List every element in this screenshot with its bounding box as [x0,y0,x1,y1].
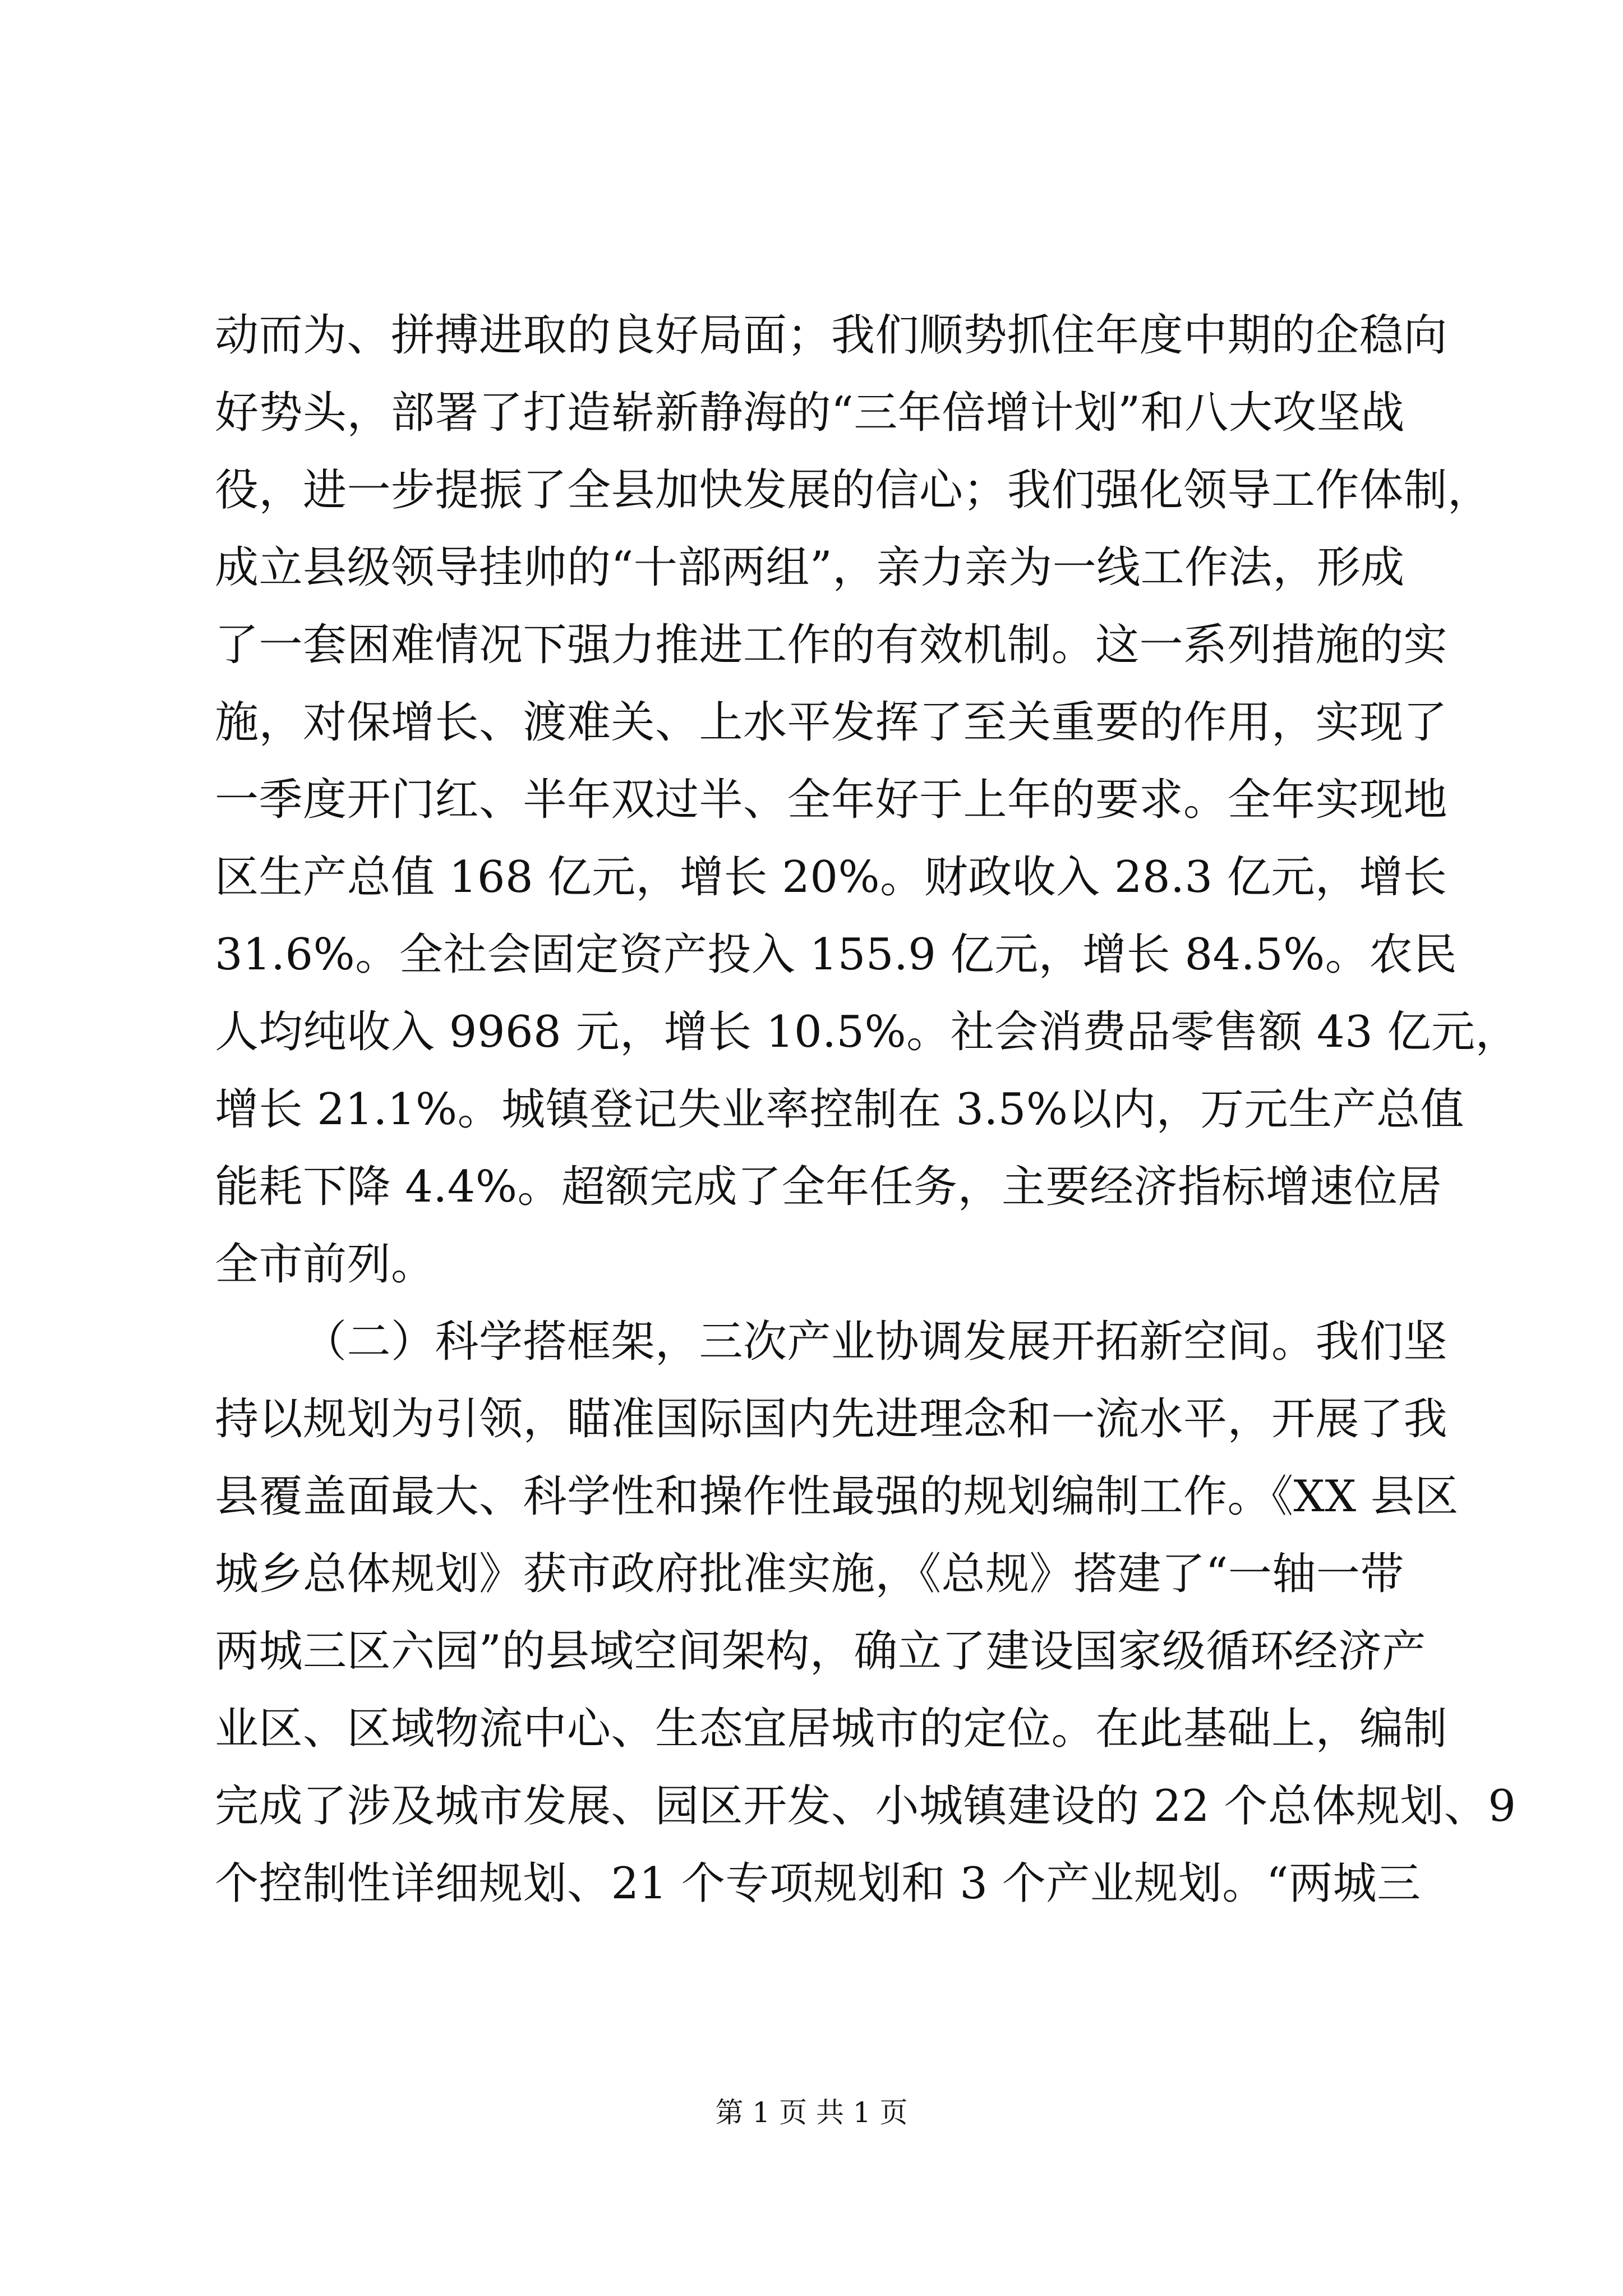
paragraph-1-line-6: 施，对保增长、渡难关、上水平发挥了至关重要的作用，实现了 [215,697,1448,748]
paragraph-1-line-2: 好势头，部署了打造崭新静海的“三年倍增计划”和八大攻坚战 [215,388,1405,438]
paragraph-1-line-12: 能耗下降 4.4%。超额完成了全年任务，主要经济指标增速位居 [215,1162,1442,1212]
paragraph-2-line-2: 持以规划为引领，瞄准国际国内先进理念和一流水平，开展了我 [215,1394,1448,1444]
paragraph-1-line-10: 人均纯收入 9968 元，增长 10.5%。社会消费品零售额 43 亿元， [215,1007,1520,1057]
paragraph-1-line-8: 区生产总值 168 亿元，增长 20%。财政收入 28.3 亿元，增长 [215,852,1447,903]
paragraph-1-line-5: 了一套困难情况下强力推进工作的有效机制。这一系列措施的实 [215,620,1448,670]
paragraph-1-line-1: 动而为、拼搏进取的良好局面；我们顺势抓住年度中期的企稳向 [215,310,1448,361]
paragraph-2-line-4: 城乡总体规划》获市政府批准实施，《总规》搭建了“一轴一带 [215,1549,1404,1599]
paragraph-1-line-9: 31.6%。全社会固定资产投入 155.9 亿元，增长 84.5%。农民 [215,930,1458,980]
paragraph-2-line-6: 业区、区域物流中心、生态宜居城市的定位。在此基础上，编制 [215,1704,1448,1754]
paragraph-2-line-3: 县覆盖面最大、科学性和操作性最强的规划编制工作。《XX 县区 [215,1471,1459,1522]
paragraph-2-line-7: 完成了涉及城市发展、园区开发、小城镇建设的 22 个总体规划、9 [215,1781,1516,1832]
paragraph-1-line-13: 全市前列。 [215,1239,435,1290]
paragraph-1-line-11: 增长 21.1%。城镇登记失业率控制在 3.5%以内，万元生产总值 [215,1084,1465,1135]
paragraph-1-line-7: 一季度开门红、半年双过半、全年好于上年的要求。全年实现地 [215,775,1448,825]
page-footer: 第 1 页 共 1 页 [715,2096,908,2129]
paragraph-1-line-4: 成立县级领导挂帅的“十部两组”，亲力亲为一线工作法，形成 [215,542,1405,593]
paragraph-2-line-1: （二）科学搭框架，三次产业协调发展开拓新空间。我们坚 [303,1317,1448,1367]
paragraph-2-line-8: 个控制性详细规划、21 个专项规划和 3 个产业规划。“两城三 [215,1858,1421,1909]
paragraph-1-line-3: 役，进一步提振了全县加快发展的信心；我们强化领导工作体制， [215,465,1492,516]
paragraph-2-line-5: 两城三区六园”的县域空间架构，确立了建设国家级循环经济产 [215,1626,1426,1677]
